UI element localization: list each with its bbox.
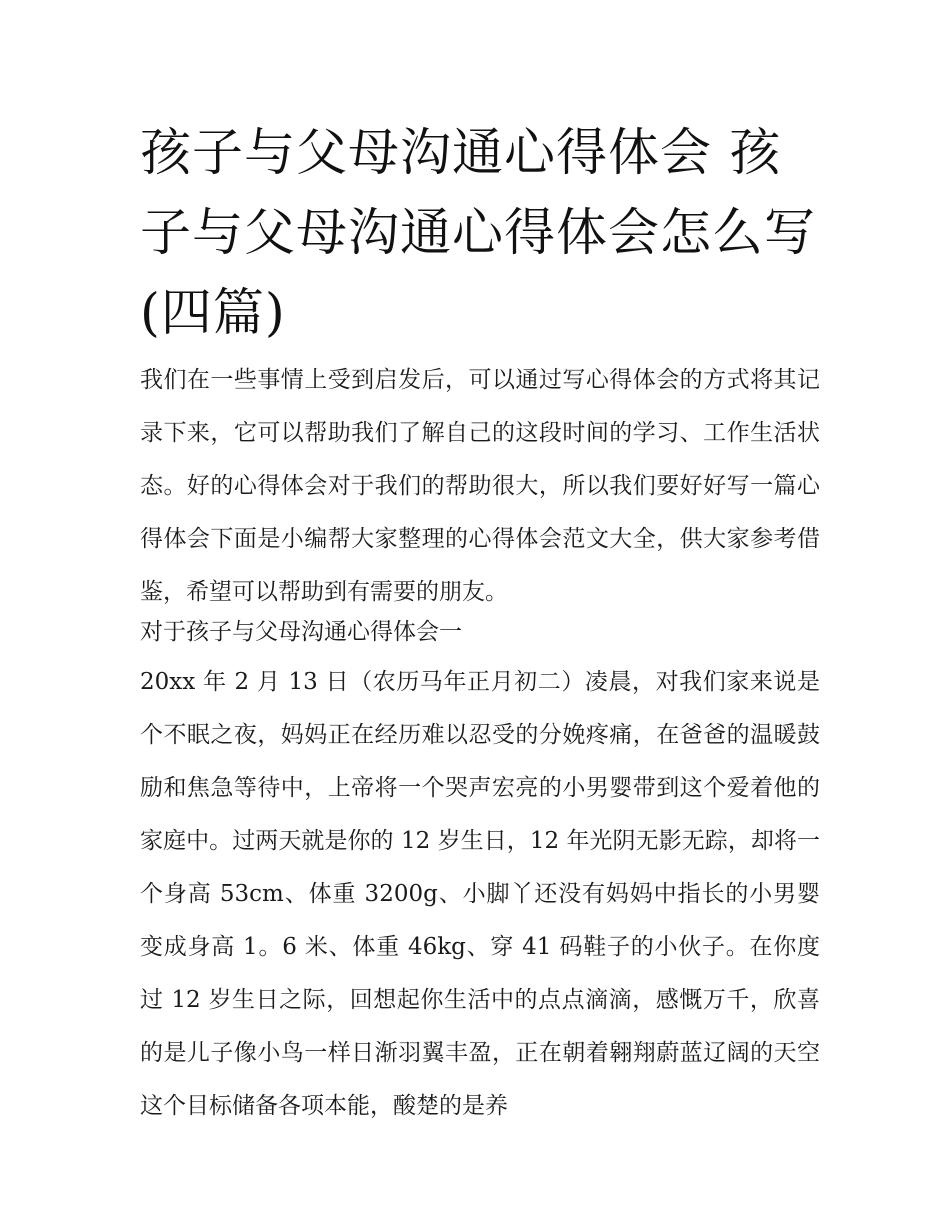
section-heading: 对于孩子与父母沟通心得体会一 [140, 619, 462, 645]
document-title: 孩子与父母沟通心得体会 孩子与父母沟通心得体会怎么写(四篇) [140, 124, 817, 343]
intro-paragraph: 我们在一些事情上受到启发后，可以通过写心得体会的方式将其记录下来，它可以帮助我们了解自己的这段时间的学习、工作生活状态。好的心得体会对于我们的帮助很大，所以我们要好好写一篇心得体会下面是小编帮大家整理的心得体会范文大全，供大家参考借鉴，希望可以帮助到有需要的朋友。 [140, 367, 820, 605]
section-paragraph: 20xx 年 2 月 13 日（农历马年正月初二）凌晨，对我们家来说是个不眠之夜，妈妈正在经历难以忍受的分娩疼痛，在爸爸的温暖鼓励和焦急等待中，上帝将一个哭声宏亮的小男婴带到这个爱着他的家庭中。过两天就是你的 12 岁生日，12 年光阴无影无踪，却将一个身高 53cm、体重 3200g、小脚丫还没有妈妈中指长的小男婴变成身高 1。6 米、体重 46kg、穿 41 码鞋子的小伙子。在你度过 12 岁生日之际，回想起你生活中的点点滴滴，感慨万千，欣喜的是儿子像小鸟一样日渐羽翼丰盈，正在朝着翱翔蔚蓝辽阔的天空这个目标储备各项本能，酸楚的是养 [140, 669, 820, 1119]
